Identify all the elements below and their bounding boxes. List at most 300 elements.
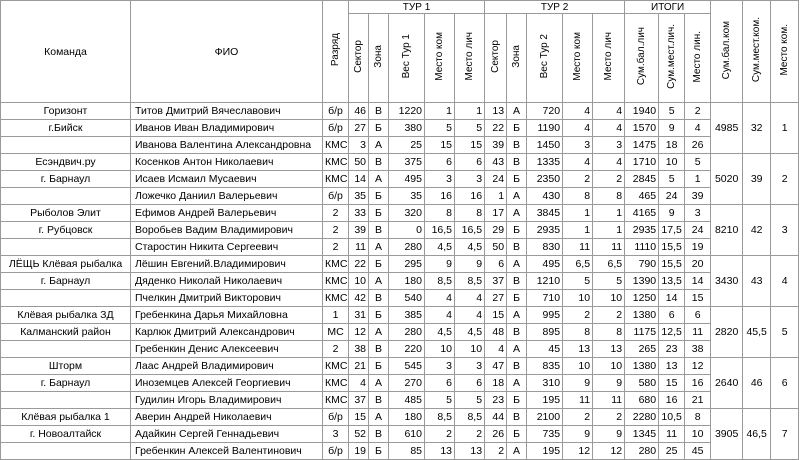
sector-1: 3 xyxy=(349,137,369,154)
sum-pers: 680 xyxy=(625,392,659,409)
place-pers-total: 10 xyxy=(685,426,711,443)
member-rank: МС xyxy=(323,324,349,341)
place-pers-total: 15 xyxy=(685,290,711,307)
member-rank: КМС xyxy=(323,154,349,171)
member-rank: КМС xyxy=(323,392,349,409)
zone-2: Б xyxy=(507,392,527,409)
weight-2: 895 xyxy=(527,324,563,341)
weight-1: 610 xyxy=(389,426,425,443)
weight-1: 180 xyxy=(389,273,425,290)
weight-2: 1210 xyxy=(527,273,563,290)
team-sum: 5020 xyxy=(711,154,743,205)
place-pers-1: 4,5 xyxy=(455,324,485,341)
place-pers-1: 8,5 xyxy=(455,409,485,426)
zone-2: В xyxy=(507,273,527,290)
place-team-2: 10 xyxy=(563,290,593,307)
sector-1: 37 xyxy=(349,392,369,409)
member-fio: Дяденко Николай Николаевич xyxy=(131,273,323,290)
weight-1: 0 xyxy=(389,222,425,239)
table-row xyxy=(1,103,799,120)
sector-1: 46 xyxy=(349,103,369,120)
member-rank: 2 xyxy=(323,239,349,256)
member-rank: 2 xyxy=(323,222,349,239)
sector-2: 50 xyxy=(485,239,507,256)
place-pers-total: 4 xyxy=(685,120,711,137)
sum-places-pers: 13,5 xyxy=(659,273,685,290)
weight-1: 220 xyxy=(389,341,425,358)
member-fio: Лаас Андрей Владимирович xyxy=(131,358,323,375)
header-zone-1: Зона xyxy=(369,14,389,103)
place-pers-2: 11 xyxy=(593,392,625,409)
weight-2: 430 xyxy=(527,188,563,205)
table-row xyxy=(1,222,799,239)
sum-pers: 1390 xyxy=(625,273,659,290)
header-place-pers-2: Место лич xyxy=(593,14,625,103)
header-sum-team: Сум.бал.ком xyxy=(711,1,743,103)
place-team-1: 6 xyxy=(425,375,455,392)
header-weight-1: Вес Тур 1 xyxy=(389,14,425,103)
place-pers-2: 2 xyxy=(593,307,625,324)
sum-pers: 1345 xyxy=(625,426,659,443)
member-rank: 2 xyxy=(323,341,349,358)
header-place-team-1: Место ком xyxy=(425,14,455,103)
sector-1: 27 xyxy=(349,120,369,137)
place-team-1: 3 xyxy=(425,358,455,375)
place-pers-total: 14 xyxy=(685,273,711,290)
weight-2: 2935 xyxy=(527,222,563,239)
table-row xyxy=(1,341,799,358)
zone-1: В xyxy=(369,103,389,120)
member-fio: Косенков Антон Николаевич xyxy=(131,154,323,171)
sector-1: 21 xyxy=(349,358,369,375)
sum-places-pers: 9 xyxy=(659,120,685,137)
member-fio: Ложечко Даниил Валерьевич xyxy=(131,188,323,205)
sector-1: 52 xyxy=(349,426,369,443)
sector-1: 15 xyxy=(349,409,369,426)
zone-2: В xyxy=(507,358,527,375)
sum-pers: 1175 xyxy=(625,324,659,341)
member-rank: КМС xyxy=(323,358,349,375)
place-team-2: 6,5 xyxy=(563,256,593,273)
team-sum: 8210 xyxy=(711,205,743,256)
table-row xyxy=(1,154,799,171)
member-fio: Адайкин Сергей Геннадьевич xyxy=(131,426,323,443)
sum-places-pers: 5 xyxy=(659,171,685,188)
team-name: Клёвая рыбалка 1 xyxy=(1,409,131,426)
place-team-2: 5 xyxy=(563,273,593,290)
sector-1: 31 xyxy=(349,307,369,324)
sum-places-pers: 23 xyxy=(659,341,685,358)
team-name: Есэндвич.ру xyxy=(1,154,131,171)
weight-1: 385 xyxy=(389,307,425,324)
weight-1: 280 xyxy=(389,239,425,256)
team-empty xyxy=(1,341,131,358)
place-pers-total: 8 xyxy=(685,409,711,426)
place-team-1: 15 xyxy=(425,137,455,154)
place-pers-2: 6,5 xyxy=(593,256,625,273)
header-team: Команда xyxy=(1,1,131,103)
place-team-2: 8 xyxy=(563,188,593,205)
place-pers-2: 8 xyxy=(593,324,625,341)
place-team-2: 12 xyxy=(563,443,593,460)
weight-2: 1450 xyxy=(527,137,563,154)
header-place-pers-1: Место лич xyxy=(455,14,485,103)
sector-2: 13 xyxy=(485,103,507,120)
place-pers-2: 10 xyxy=(593,290,625,307)
place-pers-1: 4 xyxy=(455,290,485,307)
sum-pers: 1475 xyxy=(625,137,659,154)
sector-1: 50 xyxy=(349,154,369,171)
team-city: Калманский район xyxy=(1,324,131,341)
place-pers-total: 1 xyxy=(685,171,711,188)
team-place: 6 xyxy=(771,358,799,409)
place-team-2: 2 xyxy=(563,409,593,426)
place-team-1: 5 xyxy=(425,392,455,409)
weight-2: 195 xyxy=(527,443,563,460)
sum-places-pers: 15 xyxy=(659,375,685,392)
team-name: Клёвая рыбалка ЗД xyxy=(1,307,131,324)
place-pers-1: 8 xyxy=(455,205,485,222)
place-pers-1: 10 xyxy=(455,341,485,358)
place-team-2: 4 xyxy=(563,154,593,171)
member-fio: Гребенкина Дарья Михайловна xyxy=(131,307,323,324)
weight-1: 35 xyxy=(389,188,425,205)
place-pers-total: 12 xyxy=(685,358,711,375)
weight-2: 45 xyxy=(527,341,563,358)
team-city: г. Рубцовск xyxy=(1,222,131,239)
weight-2: 195 xyxy=(527,392,563,409)
sector-2: 1 xyxy=(485,188,507,205)
zone-2: А xyxy=(507,103,527,120)
zone-2: В xyxy=(507,137,527,154)
table-row xyxy=(1,256,799,273)
team-sum: 3905 xyxy=(711,409,743,460)
place-pers-2: 9 xyxy=(593,426,625,443)
sector-2: 22 xyxy=(485,120,507,137)
zone-1: В xyxy=(369,426,389,443)
place-pers-2: 5 xyxy=(593,273,625,290)
weight-2: 2350 xyxy=(527,171,563,188)
weight-2: 495 xyxy=(527,256,563,273)
place-team-2: 9 xyxy=(563,426,593,443)
table-row xyxy=(1,120,799,137)
place-team-2: 13 xyxy=(563,341,593,358)
zone-1: А xyxy=(369,273,389,290)
weight-2: 995 xyxy=(527,307,563,324)
weight-1: 295 xyxy=(389,256,425,273)
sector-2: 17 xyxy=(485,205,507,222)
sector-2: 37 xyxy=(485,273,507,290)
member-rank: КМС xyxy=(323,256,349,273)
zone-2: Б xyxy=(507,120,527,137)
zone-2: Б xyxy=(507,290,527,307)
table-row xyxy=(1,171,799,188)
zone-1: А xyxy=(369,375,389,392)
zone-2: А xyxy=(507,205,527,222)
header-weight-2: Вес Тур 2 xyxy=(527,14,563,103)
member-rank: 3 xyxy=(323,426,349,443)
header-sector-1: Сектор xyxy=(349,14,369,103)
weight-1: 1220 xyxy=(389,103,425,120)
zone-1: Б xyxy=(369,188,389,205)
place-pers-1: 16 xyxy=(455,188,485,205)
team-empty xyxy=(1,392,131,409)
place-pers-total: 16 xyxy=(685,375,711,392)
place-pers-1: 3 xyxy=(455,171,485,188)
zone-2: В xyxy=(507,409,527,426)
member-rank: 2 xyxy=(323,205,349,222)
team-name: Горизонт xyxy=(1,103,131,120)
place-pers-2: 4 xyxy=(593,103,625,120)
zone-2: А xyxy=(507,375,527,392)
header-sum-pers: Сум.бал.лич xyxy=(625,14,659,103)
table-row xyxy=(1,307,799,324)
member-fio: Исаев Исмаил Мусаевич xyxy=(131,171,323,188)
header-sum-places-pers: Сум.мест.лич. xyxy=(659,14,685,103)
place-pers-total: 45 xyxy=(685,443,711,460)
sector-1: 14 xyxy=(349,171,369,188)
sum-places-pers: 11 xyxy=(659,426,685,443)
sum-places-pers: 10 xyxy=(659,154,685,171)
place-team-1: 13 xyxy=(425,443,455,460)
member-rank: б/р xyxy=(323,188,349,205)
sum-pers: 1570 xyxy=(625,120,659,137)
place-team-2: 2 xyxy=(563,171,593,188)
place-pers-1: 8,5 xyxy=(455,273,485,290)
weight-1: 280 xyxy=(389,324,425,341)
sector-1: 38 xyxy=(349,341,369,358)
weight-1: 25 xyxy=(389,137,425,154)
zone-1: В xyxy=(369,392,389,409)
zone-2: А xyxy=(507,256,527,273)
sum-pers: 4165 xyxy=(625,205,659,222)
table-row xyxy=(1,358,799,375)
team-city: г. Новоалтайск xyxy=(1,426,131,443)
place-team-1: 4 xyxy=(425,307,455,324)
sector-2: 2 xyxy=(485,443,507,460)
weight-1: 485 xyxy=(389,392,425,409)
zone-1: А xyxy=(369,137,389,154)
team-sum-places: 39 xyxy=(743,154,771,205)
sum-pers: 1250 xyxy=(625,290,659,307)
sector-2: 47 xyxy=(485,358,507,375)
member-rank: б/р xyxy=(323,120,349,137)
place-pers-total: 38 xyxy=(685,341,711,358)
place-pers-1: 6 xyxy=(455,375,485,392)
team-empty xyxy=(1,239,131,256)
team-sum: 2640 xyxy=(711,358,743,409)
sum-places-pers: 12,5 xyxy=(659,324,685,341)
weight-2: 1190 xyxy=(527,120,563,137)
weight-1: 545 xyxy=(389,358,425,375)
place-pers-total: 21 xyxy=(685,392,711,409)
place-pers-2: 12 xyxy=(593,443,625,460)
member-fio: Иноземцев Алексей Георгиевич xyxy=(131,375,323,392)
place-pers-1: 13 xyxy=(455,443,485,460)
place-pers-2: 13 xyxy=(593,341,625,358)
team-name: Рыболов Элит xyxy=(1,205,131,222)
place-pers-total: 24 xyxy=(685,222,711,239)
place-team-1: 16 xyxy=(425,188,455,205)
weight-2: 310 xyxy=(527,375,563,392)
place-pers-1: 15 xyxy=(455,137,485,154)
zone-1: А xyxy=(369,171,389,188)
place-team-1: 16,5 xyxy=(425,222,455,239)
weight-1: 375 xyxy=(389,154,425,171)
zone-1: В xyxy=(369,222,389,239)
team-place: 4 xyxy=(771,256,799,307)
team-city: г. Барнаул xyxy=(1,273,131,290)
zone-1: Б xyxy=(369,443,389,460)
place-pers-1: 2 xyxy=(455,426,485,443)
team-city: г.Бийск xyxy=(1,120,131,137)
header-sector-2: Сектор xyxy=(485,14,507,103)
place-pers-1: 6 xyxy=(455,154,485,171)
weight-1: 380 xyxy=(389,120,425,137)
sum-places-pers: 9 xyxy=(659,205,685,222)
sector-2: 18 xyxy=(485,375,507,392)
sum-places-pers: 5 xyxy=(659,103,685,120)
place-team-1: 2 xyxy=(425,426,455,443)
place-team-2: 1 xyxy=(563,205,593,222)
member-fio: Гребенкин Денис Алексеевич xyxy=(131,341,323,358)
place-team-1: 4,5 xyxy=(425,324,455,341)
place-team-1: 5 xyxy=(425,120,455,137)
place-team-1: 1 xyxy=(425,103,455,120)
member-fio: Аверин Андрей Николаевич xyxy=(131,409,323,426)
header-tour1: ТУР 1 xyxy=(349,1,485,14)
sum-places-pers: 16 xyxy=(659,392,685,409)
table-row xyxy=(1,443,799,460)
sum-places-pers: 13 xyxy=(659,358,685,375)
sector-2: 15 xyxy=(485,307,507,324)
sum-places-pers: 24 xyxy=(659,188,685,205)
header-tour2: ТУР 2 xyxy=(485,1,625,14)
team-name: ЛЁЩЬ Клёвая рыбалка xyxy=(1,256,131,273)
team-sum-places: 32 xyxy=(743,103,771,154)
zone-1: А xyxy=(369,239,389,256)
sector-2: 24 xyxy=(485,171,507,188)
place-team-2: 9 xyxy=(563,375,593,392)
place-pers-2: 10 xyxy=(593,358,625,375)
place-team-2: 11 xyxy=(563,239,593,256)
zone-1: Б xyxy=(369,358,389,375)
sum-pers: 280 xyxy=(625,443,659,460)
place-pers-1: 1 xyxy=(455,103,485,120)
weight-1: 270 xyxy=(389,375,425,392)
sector-1: 19 xyxy=(349,443,369,460)
sector-1: 4 xyxy=(349,375,369,392)
team-place: 2 xyxy=(771,154,799,205)
place-team-2: 1 xyxy=(563,222,593,239)
sector-2: 48 xyxy=(485,324,507,341)
place-team-2: 10 xyxy=(563,358,593,375)
zone-1: А xyxy=(369,324,389,341)
place-pers-2: 9 xyxy=(593,375,625,392)
member-rank: 1 xyxy=(323,307,349,324)
place-team-2: 3 xyxy=(563,137,593,154)
table-row xyxy=(1,205,799,222)
team-sum-places: 43 xyxy=(743,256,771,307)
place-pers-2: 4 xyxy=(593,120,625,137)
sector-1: 12 xyxy=(349,324,369,341)
table-row xyxy=(1,188,799,205)
member-rank: КМС xyxy=(323,375,349,392)
team-empty xyxy=(1,188,131,205)
sum-pers: 265 xyxy=(625,341,659,358)
sector-1: 39 xyxy=(349,222,369,239)
sector-2: 29 xyxy=(485,222,507,239)
zone-2: Б xyxy=(507,426,527,443)
zone-2: Б xyxy=(507,171,527,188)
member-fio: Иванова Валентина Александровна xyxy=(131,137,323,154)
zone-2: В xyxy=(507,239,527,256)
place-pers-total: 6 xyxy=(685,307,711,324)
member-rank: КМС xyxy=(323,273,349,290)
sum-pers: 465 xyxy=(625,188,659,205)
place-pers-total: 3 xyxy=(685,205,711,222)
member-rank: КМС xyxy=(323,171,349,188)
sector-2: 23 xyxy=(485,392,507,409)
weight-1: 180 xyxy=(389,409,425,426)
member-rank: б/р xyxy=(323,443,349,460)
place-pers-1: 9 xyxy=(455,256,485,273)
sum-pers: 2935 xyxy=(625,222,659,239)
team-sum-places: 46 xyxy=(743,358,771,409)
team-sum: 3430 xyxy=(711,256,743,307)
place-team-1: 4 xyxy=(425,290,455,307)
place-pers-1: 5 xyxy=(455,392,485,409)
member-fio: Гудилин Игорь Владимирович xyxy=(131,392,323,409)
member-fio: Ефимов Андрей Валерьевич xyxy=(131,205,323,222)
place-pers-2: 8 xyxy=(593,188,625,205)
team-place: 5 xyxy=(771,307,799,358)
place-pers-total: 11 xyxy=(685,324,711,341)
place-pers-2: 2 xyxy=(593,171,625,188)
sum-pers: 1380 xyxy=(625,307,659,324)
header-place-pers-total: Место лин. xyxy=(685,14,711,103)
place-pers-total: 2 xyxy=(685,103,711,120)
place-pers-1: 3 xyxy=(455,358,485,375)
sum-pers: 1710 xyxy=(625,154,659,171)
place-pers-total: 39 xyxy=(685,188,711,205)
weight-1: 540 xyxy=(389,290,425,307)
member-rank: КМС xyxy=(323,137,349,154)
zone-1: В xyxy=(369,290,389,307)
weight-2: 1335 xyxy=(527,154,563,171)
sector-2: 44 xyxy=(485,409,507,426)
sum-places-pers: 25 xyxy=(659,443,685,460)
team-name: Шторм xyxy=(1,358,131,375)
sector-1: 10 xyxy=(349,273,369,290)
sum-pers: 580 xyxy=(625,375,659,392)
team-place: 7 xyxy=(771,409,799,460)
weight-1: 85 xyxy=(389,443,425,460)
sum-places-pers: 10,5 xyxy=(659,409,685,426)
table-row xyxy=(1,409,799,426)
member-rank: КМС xyxy=(323,290,349,307)
table-row xyxy=(1,137,799,154)
place-pers-total: 5 xyxy=(685,154,711,171)
member-fio: Лёшин Евгений.Владимирович xyxy=(131,256,323,273)
zone-1: Б xyxy=(369,120,389,137)
table-row xyxy=(1,324,799,341)
sum-places-pers: 18 xyxy=(659,137,685,154)
weight-2: 2100 xyxy=(527,409,563,426)
sum-places-pers: 17,5 xyxy=(659,222,685,239)
place-team-1: 3 xyxy=(425,171,455,188)
place-team-2: 2 xyxy=(563,307,593,324)
